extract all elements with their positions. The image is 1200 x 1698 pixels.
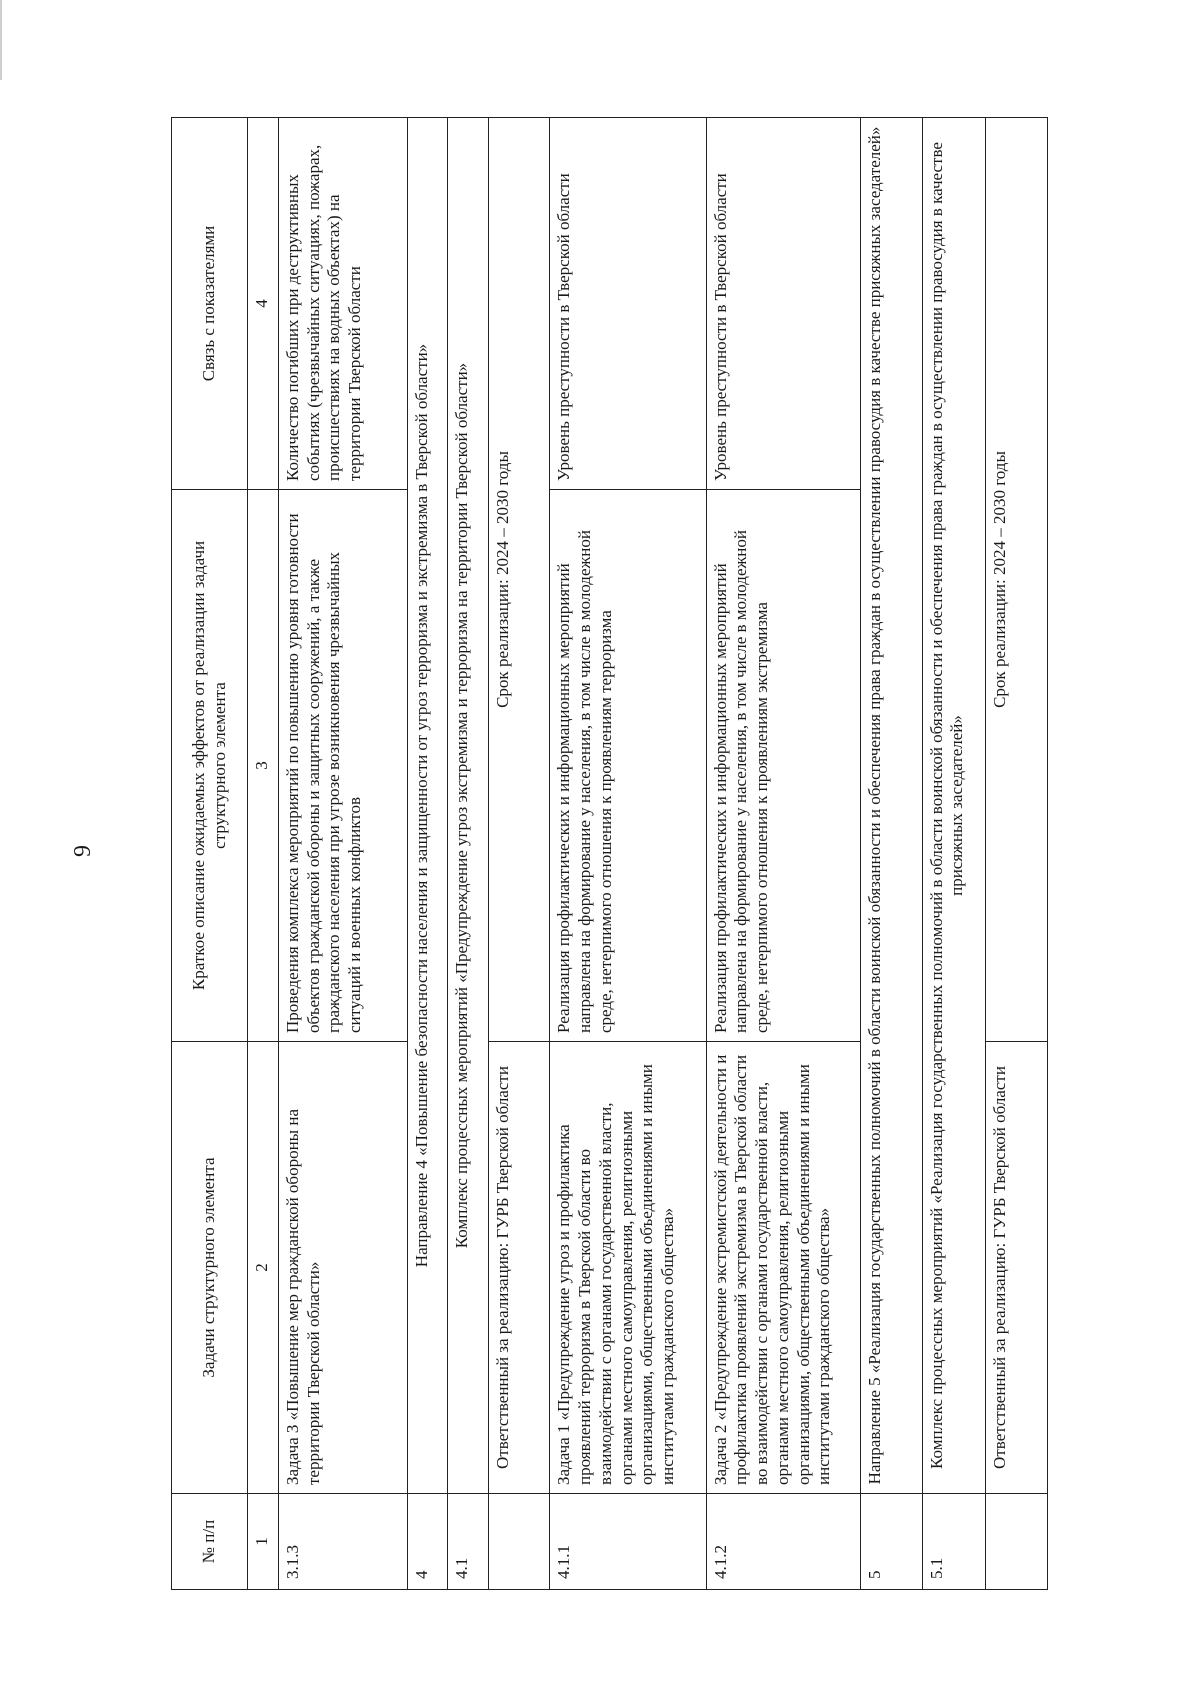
index-cell: 3 (248, 490, 279, 1042)
table-row (488, 118, 550, 1590)
header-effect: Краткое описание ожидаемых эффектов от реализации задачи структурного элемента (172, 490, 248, 1042)
structural-elements-table (171, 117, 1048, 1590)
table-row (278, 118, 408, 1590)
page-number: 9 (70, 845, 96, 857)
table-row (860, 118, 922, 1590)
task-cell: Задача 1 «Предупреждение угроз и профилактика проявлений терроризма в Тверской области во взаимодействии с органами государственной власти, органами местного самоуправления, религиозными организациями, общественными объединениями и иными институтами гражданского общества» (550, 1042, 706, 1494)
term-cell: Срок реализации: 2024 – 2030 годы (986, 118, 1048, 1042)
task-cell: Задача 2 «Предупреждение экстремистской деятельности и профилактика проявлений экстремизма в Тверской области во взаимодействии с органами государственной власти, органами местного самоуправления, религиозными организациями, общественными объединениями и иными институтами гражданского общества» (706, 1042, 860, 1494)
rotated-table-frame (171, 118, 1048, 1590)
table-row (447, 118, 488, 1590)
column-index-row (248, 118, 279, 1590)
link-cell: Уровень преступности в Тверской области (706, 118, 860, 490)
header-num: № п/п (172, 1494, 248, 1590)
table-row (408, 118, 447, 1590)
index-cell: 2 (248, 1042, 279, 1494)
responsible-cell: Ответственный за реализацию: ГУРБ Тверской области (986, 1042, 1048, 1494)
table-header-row (172, 118, 248, 1590)
header-task: Задачи структурного элемента (172, 1042, 248, 1494)
complex-title: Комплекс процессных мероприятий «Реализация государственных полномочий в области воинской обязанности и обеспечения права граждан в осуществлении правосудия в качестве присяжных заседателей» (922, 118, 986, 1494)
table-row (550, 118, 706, 1590)
table-row (986, 118, 1048, 1590)
empty-cell (488, 1494, 550, 1590)
responsible-cell: Ответственный за реализацию: ГУРБ Тверской области (488, 1042, 550, 1494)
table-row (922, 118, 986, 1590)
row-number: 4.1.2 (706, 1494, 860, 1590)
index-cell: 4 (248, 118, 279, 490)
empty-cell (986, 1494, 1048, 1590)
term-cell: Срок реализации: 2024 – 2030 годы (488, 118, 550, 1042)
row-number: 5.1 (922, 1494, 986, 1590)
scan-edge (0, 0, 2, 80)
table-row (706, 118, 860, 1590)
effect-cell: Проведения комплекса мероприятий по повышению уровня готовности объектов гражданской обороны и защитных сооружений, а также гражданского населения при угрозе возникновения чрезвычайных ситуаций и военных конфликтов (278, 490, 408, 1042)
link-cell: Количество погибших при деструктивных событиях (чрезвычайных ситуациях, пожарах, происшествиях на водных объектах) на территории Тверской области (278, 118, 408, 490)
row-number: 4.1 (447, 1494, 488, 1590)
link-cell: Уровень преступности в Тверской области (550, 118, 706, 490)
direction-title: Направление 5 «Реализация государственных полномочий в области воинской обязанности и обеспечения права граждан в осуществлении правосудия в качестве присяжных заседателей» (860, 118, 922, 1494)
effect-cell: Реализация профилактических и информационных мероприятий направлена на формирование у населения, в том числе в молодежной среде, нетерпимого отношения к проявлениям экстремизма (706, 490, 860, 1042)
complex-title: Комплекс процессных мероприятий «Предупреждение угроз экстремизма и терроризма на территории Тверской области» (447, 118, 488, 1494)
row-number: 4 (408, 1494, 447, 1590)
row-number: 3.1.3 (278, 1494, 408, 1590)
row-number: 4.1.1 (550, 1494, 706, 1590)
index-cell: 1 (248, 1494, 279, 1590)
effect-cell: Реализация профилактических и информационных мероприятий направлена на формирование у населения, в том числе в молодежной среде, нетерпимого отношения к проявлениям терроризма (550, 490, 706, 1042)
header-link: Связь с показателями (172, 118, 248, 490)
direction-title: Направление 4 «Повышение безопасности населения и защищенности от угроз терроризма и экстремизма в Тверской области» (408, 118, 447, 1494)
task-cell: Задача 3 «Повышение мер гражданской обороны на территории Тверской области» (278, 1042, 408, 1494)
row-number: 5 (860, 1494, 922, 1590)
